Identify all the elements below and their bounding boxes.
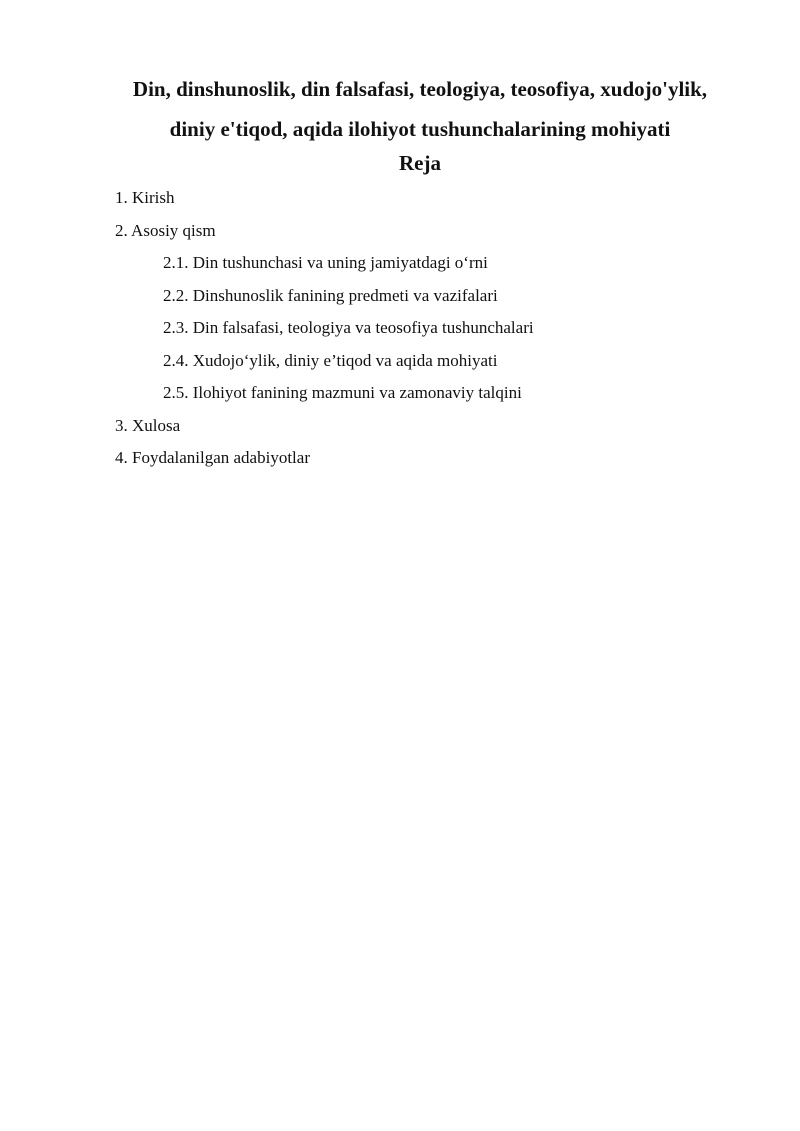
document-title-line-1: Din, dinshunoslik, din falsafasi, teologiya, teosofiya, xudojo'ylik, [132, 77, 708, 101]
plan-item-intro: 1. Kirish [115, 188, 175, 207]
plan-item-conclusion: 3. Xulosa [115, 415, 181, 435]
plan-subitem-2-2: 2.2. Dinshunoslik fanining predmeti va vazifalari [163, 285, 498, 305]
document-title-line-2: diniy e'tiqod, aqida ilohiyot tushunchalarining mohiyati [169, 117, 671, 141]
plan-heading: Reja [399, 151, 441, 175]
plan-subitem-2-1: 2.1. Din tushunchasi va uning jamiyatdagi o‘rni [163, 253, 488, 272]
plan-subitem-2-5: 2.5. Ilohiyot fanining mazmuni va zamonaviy talqini [163, 383, 522, 402]
plan-item-main-part: 2. Asosiy qism [115, 220, 216, 240]
plan-subitem-2-4: 2.4. Xudojo‘ylik, diniy e’tiqod va aqida mohiyati [163, 350, 498, 370]
plan-subitem-2-3: 2.3. Din falsafasi, teologiya va teosofiya tushunchalari [163, 318, 534, 337]
plan-item-references: 4. Foydalanilgan adabiyotlar [115, 448, 310, 467]
plan-list [115, 182, 534, 475]
